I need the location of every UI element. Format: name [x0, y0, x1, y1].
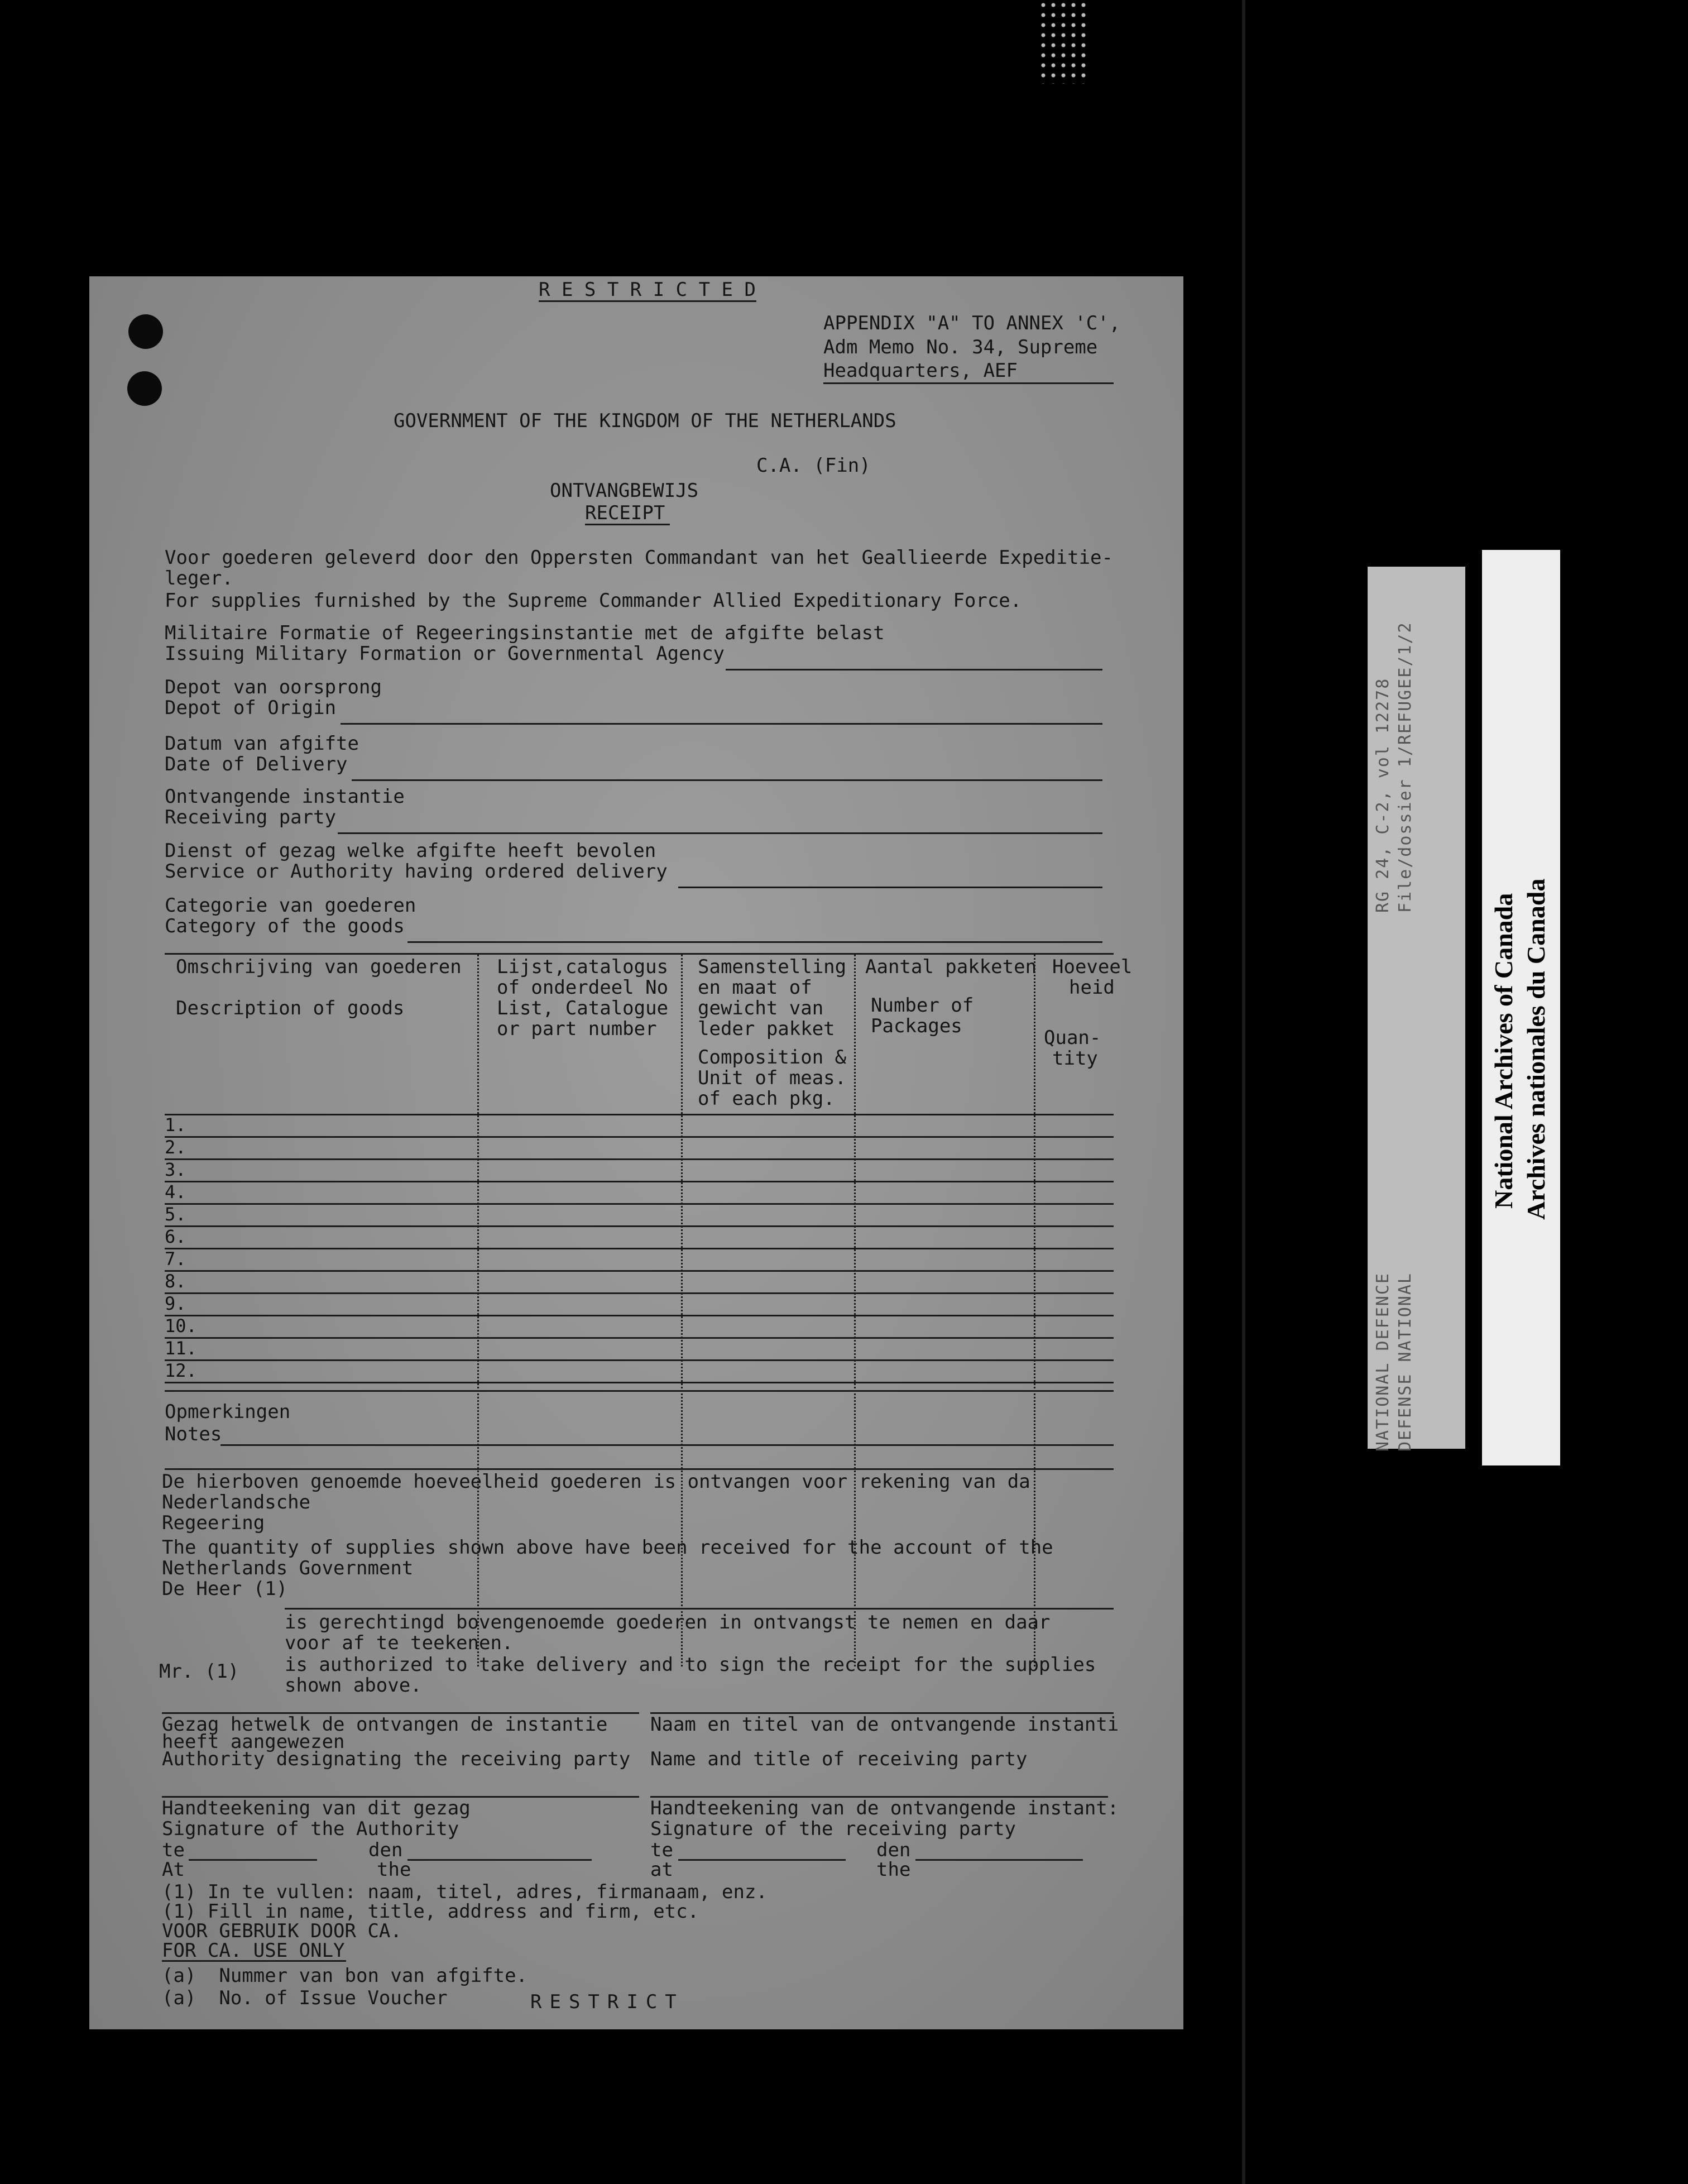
col-comp-l3: gewicht van	[698, 997, 824, 1019]
restricted-footer: RESTRICT	[530, 1991, 684, 2013]
row-line-3	[165, 1181, 1114, 1182]
authority-signature-nl: Handteekening van dit gezag	[162, 1797, 471, 1819]
row-line-5	[165, 1225, 1114, 1227]
notes-line-1[interactable]	[220, 1444, 1114, 1446]
field-category-en: Category of the goods	[165, 915, 405, 937]
table-top-line	[165, 953, 1114, 955]
col-separator-3	[854, 955, 856, 1666]
col-list-l1: Lijst,catalogus	[497, 956, 669, 978]
voucher-nl: (a) Nummer van bon van afgifte.	[162, 1965, 528, 1987]
archive-ref-line-4: DEFENSE NATIONAL	[1396, 1272, 1415, 1452]
col-quantity-l4: tity	[1052, 1047, 1098, 1070]
right-at: at	[650, 1859, 673, 1881]
field-category-nl: Categorie van goederen	[165, 894, 416, 917]
ca-use-underline	[162, 1960, 346, 1962]
title-underline	[585, 524, 670, 525]
statement-nl-2: Nederlandsche	[162, 1491, 311, 1514]
row-line-11	[165, 1359, 1114, 1361]
authorized-en-1: is authorized to take delivery and to sign the receipt for the supplies	[285, 1654, 1096, 1676]
row-number-9: 9.	[165, 1293, 186, 1314]
row-number-11: 11.	[165, 1338, 197, 1359]
col-quantity-l2: heid	[1069, 976, 1115, 999]
restricted-underline	[539, 300, 756, 302]
punch-hole-bottom	[127, 371, 162, 406]
row-line-10	[165, 1337, 1114, 1339]
field-issuing-nl: Militaire Formatie of Regeeringsinstantie met de afgifte belast	[165, 622, 885, 644]
national-archives-label	[1482, 550, 1560, 1465]
row-number-6: 6.	[165, 1226, 186, 1247]
right-den-line[interactable]	[915, 1859, 1083, 1861]
appendix-line-3: Headquarters, AEF	[823, 360, 1018, 382]
left-the: the	[377, 1859, 411, 1881]
row-line-7	[165, 1270, 1114, 1272]
statement-heer: De Heer (1)	[162, 1578, 288, 1600]
row-number-5: 5.	[165, 1204, 186, 1225]
table-bottom-line	[165, 1390, 1114, 1392]
left-den: den	[368, 1839, 403, 1861]
col-separator-2	[681, 955, 683, 1666]
row-number-10: 10.	[165, 1315, 197, 1337]
appendix-line-2: Adm Memo No. 34, Supreme	[823, 336, 1098, 358]
right-te: te	[650, 1839, 673, 1861]
field-depot-en: Depot of Origin	[165, 697, 337, 719]
intro-dutch-line-1: Voor goederen geleverd door den Oppersten Commandant van het Geallieerde Expeditie-	[165, 547, 1113, 569]
document-page	[89, 276, 1183, 2029]
col-separator-4	[1034, 955, 1035, 1666]
col-quantity-l3: Quan-	[1044, 1027, 1101, 1049]
row-line-9	[165, 1315, 1114, 1316]
voucher-en: (a) No. of Issue Voucher	[162, 1987, 448, 2009]
statement-mr: Mr. (1)	[159, 1660, 239, 1683]
col-list-l2: of onderdeel No	[497, 976, 669, 999]
right-te-line[interactable]	[678, 1859, 846, 1861]
field-issuing-en: Issuing Military Formation or Governmental Agency	[165, 643, 725, 665]
left-te-line[interactable]	[189, 1859, 317, 1861]
col-list-l3: List, Catalogue	[497, 997, 669, 1019]
row-number-12: 12.	[165, 1360, 197, 1381]
authority-nl-2: heeft aangewezen	[162, 1731, 345, 1753]
authorized-nl-1: is gerechtingd bovengenoemde goederen in ontvangst te nemen en daar	[285, 1611, 1051, 1634]
field-date-nl: Datum van afgifte	[165, 732, 359, 755]
left-at: At	[162, 1859, 185, 1881]
field-receiving-nl: Ontvangende instantie	[165, 786, 405, 808]
field-category-line[interactable]	[407, 941, 1102, 943]
statement-nl-1: De hierboven genoemde hoeveelheid goederen is ontvangen voor rekening van da	[162, 1471, 1030, 1493]
col-comp-l4: leder pakket	[698, 1018, 835, 1040]
field-service-nl: Dienst of gezag welke afgifte heeft bevolen	[165, 840, 656, 862]
notes-nl: Opmerkingen	[165, 1401, 291, 1423]
statement-en-1: The quantity of supplies shown above have been received for the account of the	[162, 1536, 1053, 1559]
row-line-4	[165, 1203, 1114, 1205]
restricted-heading: R E S T R I C T E D	[539, 279, 756, 301]
archive-ref-line-3: NATIONAL DEFENCE	[1373, 1272, 1393, 1452]
receiving-signature-nl: Handteekening van de ontvangende instant:	[650, 1797, 1119, 1819]
film-divider	[1242, 0, 1245, 2184]
row-number-7: 7.	[165, 1248, 186, 1270]
title-dutch: ONTVANGBEWIJS	[550, 480, 699, 502]
intro-english: For supplies furnished by the Supreme Commander Allied Expeditionary Force.	[165, 590, 1022, 612]
appendix-underline	[823, 382, 1114, 384]
authority-en: Authority designating the receiving party	[162, 1748, 631, 1770]
row-number-2: 2.	[165, 1137, 186, 1158]
field-date-en: Date of Delivery	[165, 753, 348, 775]
row-number-3: 3.	[165, 1159, 186, 1180]
archive-reference-label	[1368, 567, 1465, 1452]
col-comp-l2: en maat of	[698, 976, 812, 999]
punch-hole-top	[128, 314, 163, 349]
film-sprocket-dots	[1038, 0, 1088, 84]
receiving-name-nl: Naam en titel van de ontvangende instanti	[650, 1713, 1119, 1736]
row-number-4: 4.	[165, 1181, 186, 1203]
heer-line[interactable]	[285, 1608, 1114, 1610]
col-list-l4: or part number	[497, 1018, 657, 1040]
row-line-2	[165, 1158, 1114, 1160]
row-line-8	[165, 1292, 1114, 1294]
field-depot-nl: Depot van oorsprong	[165, 676, 382, 698]
right-den: den	[876, 1839, 911, 1861]
nac-english: National Archives of Canada	[1489, 893, 1518, 1209]
receiving-signature-en: Signature of the receiving party	[650, 1818, 1016, 1840]
field-service-line[interactable]	[678, 887, 1102, 888]
col-comp-l6: Unit of meas.	[698, 1067, 847, 1089]
row-number-8: 8.	[165, 1271, 186, 1292]
col-packages-nl: Aantal pakketen	[865, 956, 1037, 978]
statement-nl-3: Regeering	[162, 1512, 265, 1534]
right-the: the	[876, 1859, 911, 1881]
field-depot-line[interactable]	[341, 723, 1102, 725]
left-den-line[interactable]	[407, 1859, 592, 1861]
archive-ref-line-2: File/dossier 1/REFUGEE/1/2	[1396, 621, 1415, 913]
authority-nl-1: Gezag hetwelk de ontvangen de instantie	[162, 1713, 608, 1736]
left-te: te	[162, 1839, 185, 1861]
field-service-en: Service or Authority having ordered delivery	[165, 860, 668, 883]
col-comp-l7: of each pkg.	[698, 1088, 835, 1110]
field-receiving-line[interactable]	[338, 832, 1102, 834]
col-separator-1	[477, 955, 479, 1666]
receiving-name-en: Name and title of receiving party	[650, 1748, 1028, 1770]
nac-french: Archives nationales du Canada	[1522, 878, 1550, 1220]
col-packages-en-2: Packages	[871, 1015, 962, 1037]
authority-signature-en: Signature of the Authority	[162, 1818, 459, 1840]
notes-en: Notes	[165, 1423, 222, 1445]
row-line-12	[165, 1382, 1114, 1383]
government-title: GOVERNMENT OF THE KINGDOM OF THE NETHERLANDS	[394, 410, 896, 432]
row-number-1: 1.	[165, 1114, 186, 1136]
col-comp-l1: Samenstelling	[698, 956, 847, 978]
col-comp-l5: Composition &	[698, 1046, 847, 1069]
col-description-nl: Omschrijving van goederen	[176, 956, 462, 978]
field-date-line[interactable]	[352, 779, 1102, 781]
ca-fin-code: C.A. (Fin)	[756, 454, 871, 477]
col-packages-en-1: Number of	[871, 994, 974, 1017]
table-header-bottom	[165, 1114, 1114, 1115]
appendix-line-1: APPENDIX "A" TO ANNEX 'C',	[823, 312, 1121, 334]
ca-use-nl: VOOR GEBRUIK DOOR CA.	[162, 1920, 402, 1942]
footnote-en: (1) Fill in name, title, address and firm, etc.	[162, 1900, 699, 1923]
authorized-nl-2: voor af te teekenen.	[285, 1632, 514, 1654]
row-line-6	[165, 1248, 1114, 1249]
field-receiving-en: Receiving party	[165, 806, 337, 828]
footnote-nl: (1) In te vullen: naam, titel, adres, firmanaam, enz.	[162, 1881, 768, 1903]
statement-en-2: Netherlands Government	[162, 1557, 414, 1579]
field-issuing-line[interactable]	[726, 669, 1102, 670]
archive-ref-line-1: RG 24, C-2, vol 12278	[1373, 677, 1393, 913]
title-english: RECEIPT	[585, 502, 665, 524]
row-line-1	[165, 1136, 1114, 1138]
authorized-en-2: shown above.	[285, 1674, 422, 1697]
col-description-en: Description of goods	[176, 997, 405, 1019]
col-quantity-l1: Hoeveel	[1052, 956, 1133, 978]
ca-use-en: FOR CA. USE ONLY	[162, 1939, 345, 1962]
intro-dutch-line-2: leger.	[165, 567, 233, 590]
notes-line-2[interactable]	[165, 1468, 1114, 1470]
